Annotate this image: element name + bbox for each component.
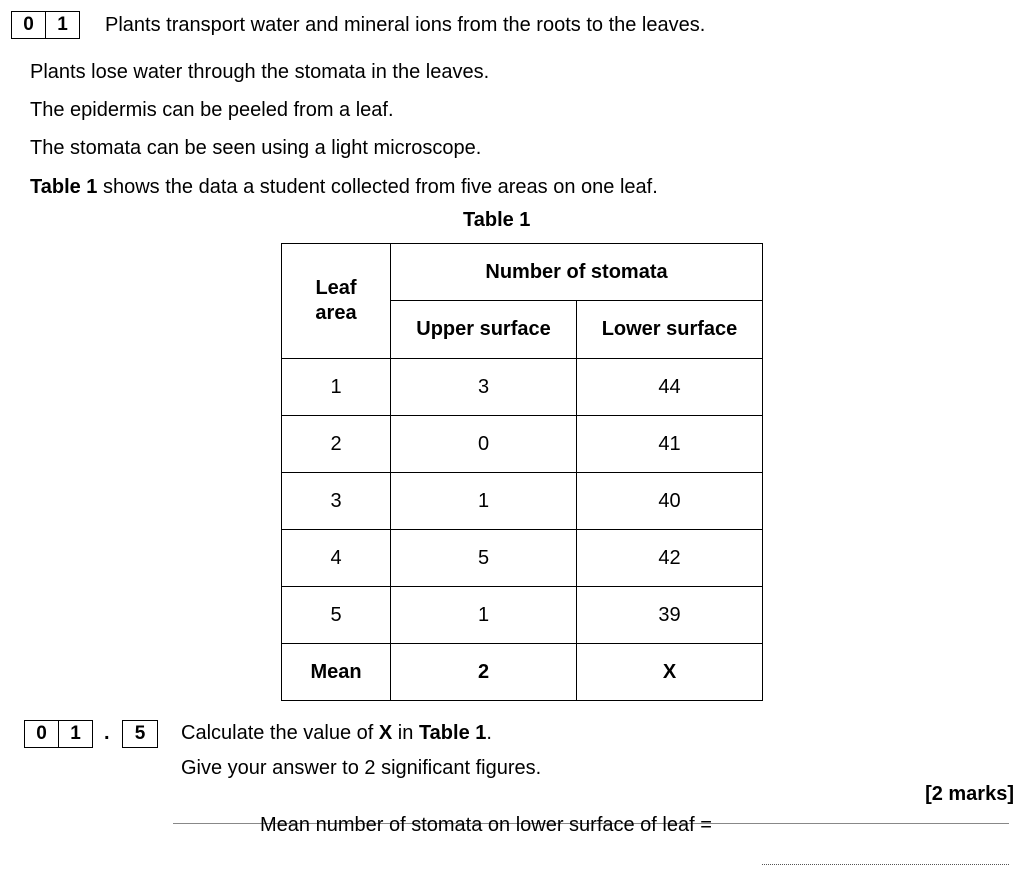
cell-upper: 5 <box>391 530 577 587</box>
cell-area: 5 <box>282 587 391 644</box>
subquestion-digit: 0 <box>36 723 47 744</box>
cell-mean-label: Mean <box>282 644 391 701</box>
table-intro <box>30 176 658 199</box>
cell-mean-lower: X <box>577 644 763 701</box>
table-caption: Table 1 <box>463 209 531 231</box>
subquestion-digit: 1 <box>58 721 92 747</box>
cell-area: 2 <box>282 416 391 473</box>
group-header-number-of-stomata: Number of stomata <box>391 244 763 301</box>
stomata-table <box>281 243 763 701</box>
cell-lower: 42 <box>577 530 763 587</box>
paragraph: Plants lose water through the stomata in the leaves. <box>30 61 490 83</box>
subquestion-separator: . <box>104 722 110 744</box>
instruction-text: Calculate the value of <box>181 722 379 744</box>
marks-label: [2 marks] <box>925 783 1014 805</box>
subquestion-instruction <box>181 722 492 745</box>
paragraph: The stomata can be seen using a light microscope. <box>30 137 482 159</box>
cell-area: 3 <box>282 473 391 530</box>
table-row <box>282 416 763 473</box>
table-row-mean <box>282 644 763 701</box>
cell-area: 4 <box>282 530 391 587</box>
question-intro: Plants transport water and mineral ions from the roots to the leaves. <box>105 14 706 36</box>
cell-lower: 41 <box>577 416 763 473</box>
cell-lower: 40 <box>577 473 763 530</box>
cell-lower: 44 <box>577 359 763 416</box>
answer-label: Mean number of stomata on lower surface of leaf = <box>260 814 712 836</box>
instruction-text: . <box>486 722 492 744</box>
cell-upper: 1 <box>391 473 577 530</box>
subquestion-number-box <box>24 720 93 748</box>
cell-lower: 39 <box>577 587 763 644</box>
paragraph: The epidermis can be peeled from a leaf. <box>30 99 394 121</box>
cell-mean-upper: 2 <box>391 644 577 701</box>
question-number-box <box>11 11 80 39</box>
question-digit: 1 <box>45 12 79 38</box>
instruction-bold-table: Table 1 <box>418 722 487 744</box>
cell-upper: 1 <box>391 587 577 644</box>
subquestion-part: 5 <box>134 723 146 744</box>
cell-upper: 0 <box>391 416 577 473</box>
instruction-text: in <box>392 722 419 744</box>
col-header-lower-surface: Lower surface <box>577 301 763 359</box>
question-digit: 0 <box>23 14 34 35</box>
table-row <box>282 587 763 644</box>
instruction-bold-x: X <box>378 722 393 744</box>
cell-upper: 3 <box>391 359 577 416</box>
table-row <box>282 359 763 416</box>
cell-area: 1 <box>282 359 391 416</box>
subquestion-part-box <box>122 720 158 748</box>
table-reference: Table 1 <box>30 176 98 198</box>
col-header-upper-surface: Upper surface <box>391 301 577 359</box>
col-header-leaf-area: Leaf area <box>282 244 391 359</box>
table-row <box>282 530 763 587</box>
answer-blank-line[interactable] <box>762 864 1009 865</box>
table-row <box>282 473 763 530</box>
subquestion-sigfig: Give your answer to 2 significant figures. <box>181 757 542 779</box>
table-intro-text: shows the data a student collected from five areas on one leaf. <box>97 176 658 198</box>
